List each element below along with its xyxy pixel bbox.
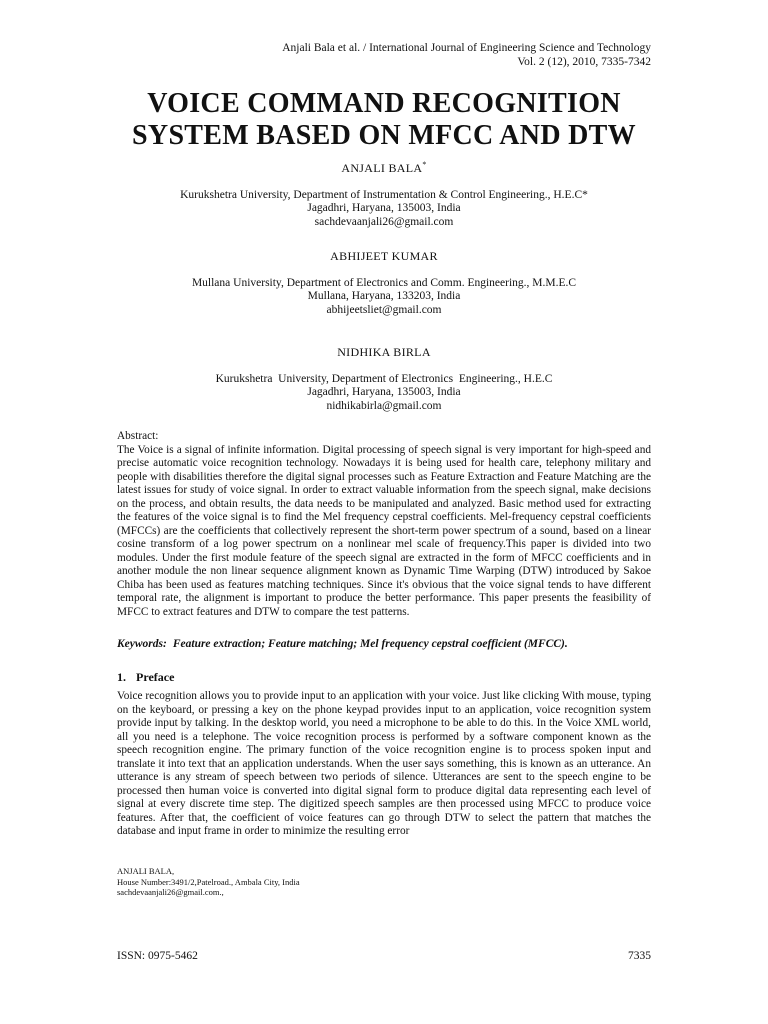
running-head — [282, 42, 651, 69]
author-block-3 — [0, 346, 768, 413]
abstract — [117, 430, 651, 619]
footnote — [117, 866, 300, 898]
author-name: ANJALI BALA* — [341, 160, 427, 175]
section-number: 1. — [117, 670, 126, 684]
keywords-text: Feature extraction; Feature matching; Mel frequency cepstral coefficient (MFCC). — [172, 638, 568, 650]
title-line-2: SYSTEM BASED ON MFCC AND DTW — [132, 120, 636, 151]
author-block-2 — [0, 250, 768, 317]
footnote-address: House Number:3491/2,Patelroad., Ambala City, India — [117, 876, 300, 887]
author-email: nidhikabirla@gmail.com — [326, 399, 442, 412]
author-address: Jagadhri, Haryana, 135003, India — [307, 202, 461, 214]
abstract-label: Abstract: — [117, 430, 159, 442]
author-email: sachdevaanjali26@gmail.com — [314, 215, 454, 228]
section-title: Preface — [136, 670, 175, 684]
page-number: 7335 — [628, 950, 651, 962]
keywords — [117, 638, 651, 650]
abstract-text: The Voice is a signal of infinite information. Digital processing of speech signal is very important for high-speed and precise automatic voice recognition technology. Nowadays it is being used for health care, telephony military and people with disabilities therefore the digital signal processes such as Feature Extraction and Feature Matching are the latest issues for study of voice signal. In order to extract valuable information from the speech signal, make decisions on the process, and obtain results, the data needs to be manipulated and analyzed. Basic method used for extracting the features of the voice signal is to find the Mel frequency cepstral coefficients. Mel-frequency cepstral coefficients (MFCCs) are the coefficients that collectively represent the short-term power spectrum of a sound, based on a linear cosine transform of a log power spectrum on a nonlinear mel scale of frequency.This paper is divided into two modules. Under the first module feature of the speech signal are extracted in the form of MFCC coefficients and in another module the non linear sequence alignment known as Dynamic Time Warping (DTW) introduced by Sakoe Chiba has been used as features matching techniques. Since it's obvious that the voice signal tends to have different temporal rate, the alignment is important to produce the better performance. This paper presents the feasibility of MFCC to extract features and DTW to compare the test patterns. — [117, 443, 651, 618]
paper-title — [0, 88, 768, 152]
author-affiliation: Mullana University, Department of Electronics and Comm. Engineering., M.M.E.C — [191, 276, 577, 289]
author-email: abhijeetsliet@gmail.com — [326, 303, 442, 316]
keywords-label: Keywords: — [117, 638, 167, 650]
footnote-email: sachdevaanjali26@gmail.com., — [117, 887, 224, 897]
author-block-1 — [0, 158, 768, 229]
author-name: ABHIJEET KUMAR — [330, 249, 438, 263]
footnote-name: ANJALI BALA, — [117, 866, 175, 876]
author-mark: * — [422, 160, 427, 169]
author-name: NIDHIKA BIRLA — [337, 345, 431, 359]
title-line-1: VOICE COMMAND RECOGNITION — [147, 88, 621, 119]
running-head-journal: Anjali Bala et al. / International Journal of Engineering Science and Technology — [282, 42, 651, 54]
section-body: Voice recognition allows you to provide input to an application with your voice. Just like clicking With mouse, typing on the keyboard, or pressing a key on the phone keypad provides input to an application, voice recognition system provide input by talking. In the desktop world, you need a microphone to be able to do this. In the Voice XML world, all you need is a telephone. The voice recognition process is performed by a software component known as the speech recognition engine. The primary function of the voice recognition engine is to process spoken input and translate it into text that an application understands. When the user says something, this is known as an utterance. An utterance is any stream of speech between two periods of silence. Utterances are sent to the speech engine to be processed then human voice is converted into digital signal form to produce digital data representing each level of signal at every discrete time step. The digitized speech samples are then processed using MFCC to produce voice features. After that, the coefficient of voice features can go through DTW to select the pattern that matches the database and input frame in order to minimize the resulting error — [117, 690, 651, 837]
author-address: Jagadhri, Haryana, 135003, India — [307, 386, 461, 398]
running-head-volume: Vol. 2 (12), 2010, 7335-7342 — [517, 55, 651, 68]
section-heading — [117, 670, 174, 685]
author-affiliation: Kurukshetra University, Department of Instrumentation & Control Engineering., H.E.C* — [180, 188, 588, 201]
footer-issn: ISSN: 0975-5462 — [117, 950, 198, 962]
author-affiliation: Kurukshetra University, Department of Electronics Engineering., H.E.C — [215, 372, 553, 385]
author-address: Mullana, Haryana, 133203, India — [307, 290, 461, 302]
